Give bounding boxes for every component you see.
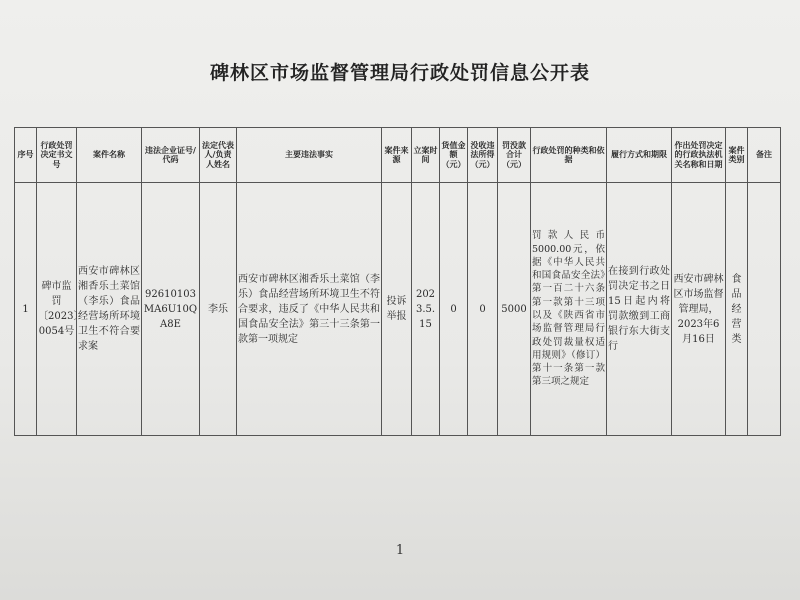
penalty-info-table [14,127,781,436]
cell-remarks [748,183,781,436]
header-filing-date: 立案时间 [412,128,440,183]
cell-filing-date: 2023.5.15 [412,183,440,436]
header-case-name: 案件名称 [77,128,142,183]
header-remarks: 备注 [748,128,781,183]
cell-facts: 西安市碑林区湘香乐土菜馆（李乐）食品经营场所环境卫生不符合要求，违反了《中华人民共和国食品安全法》第三十三条第一款第一项规定 [237,183,382,436]
cell-authority-date: 西安市碑林区市场监督管理局，2023年6月16日 [672,183,726,436]
cell-doc-no: 碑市监罚〔2023〕0054号 [37,183,77,436]
cell-confiscated: 0 [468,183,498,436]
header-goods-value: 货值金额（元） [440,128,468,183]
table-row [15,183,781,436]
table-header-row [15,128,781,183]
cell-execution: 在接到行政处罚决定书之日15日起内将罚款缴到工商银行东大街支行 [607,183,672,436]
cell-seq: 1 [15,183,37,436]
cell-category: 食品经营类 [726,183,748,436]
header-credit-code: 违法企业证号/代码 [142,128,200,183]
document-title: 碑林区市场监督管理局行政处罚信息公开表 [209,62,590,84]
header-category: 案件类别 [726,128,748,183]
header-seq: 序号 [15,128,37,183]
cell-case-name: 西安市碑林区湘香乐土菜馆（李乐）食品经营场所环境卫生不符合要求案 [77,183,142,436]
header-legal-rep: 法定代表人/负责人姓名 [200,128,237,183]
page-number: 1 [395,543,405,558]
cell-legal-rep: 李乐 [200,183,237,436]
header-source: 案件来源 [382,128,412,183]
header-penalty-basis: 行政处罚的种类和依据 [531,128,607,183]
header-doc-no: 行政处罚决定书文号 [37,128,77,183]
cell-credit-code: 92610103MA6U10QA8E [142,183,200,436]
cell-total-fine: 5000 [498,183,531,436]
header-total-fine: 罚没款合计（元） [498,128,531,183]
cell-penalty-basis: 罚款人民币5000.00元，依据《中华人民共和国食品安全法》第一百二十六条第一款第十三项以及《陕西省市场监督管理局行政处罚裁量权适用规则》（修订）第十一条第一款第三项之规定 [531,183,607,436]
cell-goods-value: 0 [440,183,468,436]
header-execution: 履行方式和期限 [607,128,672,183]
header-confiscated: 没收违法所得（元） [468,128,498,183]
cell-source: 投诉举报 [382,183,412,436]
header-authority-date: 作出处罚决定的行政执法机关名称和日期 [672,128,726,183]
header-facts: 主要违法事实 [237,128,382,183]
